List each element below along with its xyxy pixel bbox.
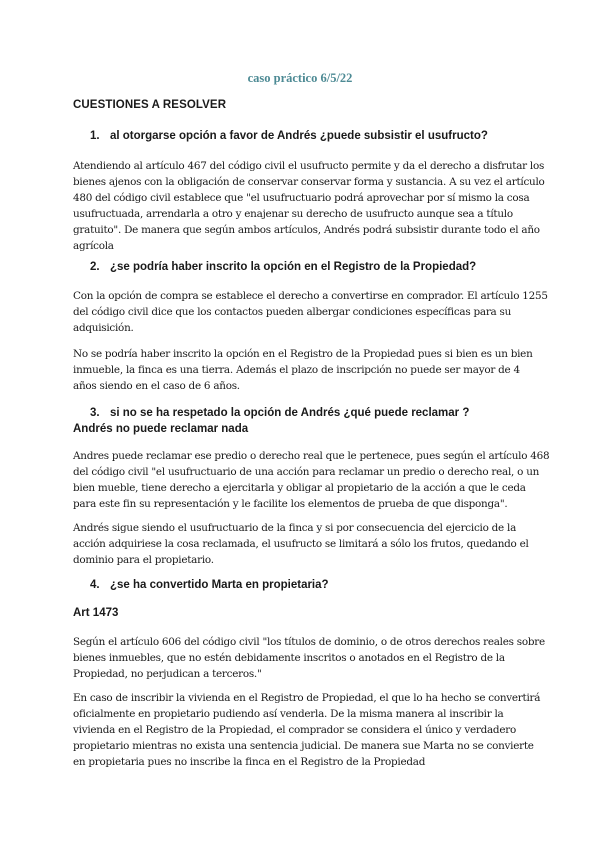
text-line: En caso de inscribir la vivienda en el Registro de Propiedad, el que lo ha hecho se convertirá [73,692,541,704]
article-reference: Art 1473 [73,607,119,619]
question-number: 2. [90,261,100,273]
text-line: años siendo en el caso de 6 años. [73,380,240,392]
paragraph-5 [73,520,529,568]
text-line: bienes ajenos con la obligación de conservar conservar forma y sustancia. A su vez el artículo [73,176,545,188]
paragraph-3 [73,346,533,394]
text-line: No se podría haber inscrito la opción en el Registro de la Propiedad pues si bien es un bien [73,348,533,360]
document-title: caso práctico 6/5/22 [247,71,353,85]
text-line: propietario mientras no exista una sentencia judicial. De manera sue Marta no se convierte [73,740,534,752]
text-line: vivienda en el Registro de la Propiedad, el comprador se considera el único y verdadero [73,724,516,736]
question-number: 4. [90,579,100,591]
question-text: ¿se ha convertido Marta en propietaria? [110,579,329,591]
question-text: al otorgarse opción a favor de Andrés ¿puede subsistir el usufructo? [110,130,488,142]
text-line: usufructuada, arrendarla a otro y enajenar su derecho de usufructo aunque sea a título [73,208,513,220]
text-line: Andres puede reclamar ese predio o derecho real que le pertenece, pues según el artículo 468 [73,450,550,462]
text-line: Propiedad, no perjudican a terceros." [73,668,262,680]
question-2 [90,259,476,275]
text-line: del código civil "el usufructuario de una acción para reclamar un predio o derecho real, o un [73,466,540,478]
paragraph-7 [73,690,541,770]
paragraph-4 [73,448,550,512]
question-text: ¿se podría haber inscrito la opción en el Registro de la Propiedad? [110,261,477,273]
text-line: Atendiendo al artículo 467 del código civil el usufructo permite y da el derecho a disfrutar los [73,160,545,172]
text-line: oficialmente en propietario pudiendo así venderla. De la misma manera al inscribir la [73,708,504,720]
paragraph-1 [73,158,545,254]
section-heading: CUESTIONES A RESOLVER [73,99,227,111]
text-line: del código civil dice que los contactos pueden albergar condiciones específicas para su [73,306,512,318]
text-line: dominio para el propietario. [73,554,214,566]
paragraph-2 [73,288,548,336]
text-line: para este fin su representación y le facilite los elementos de prueba de que disponga". [73,498,508,510]
question-subtitle: Andrés no puede reclamar nada [73,423,249,435]
text-line: adquisición. [73,322,134,334]
paragraph-6 [73,634,545,682]
text-line: agrícola [73,240,114,252]
text-line: acción adquiriese la cosa reclamada, el usufructo se limitará a sólo los frutos, quedando el [73,538,529,550]
question-number: 3. [90,407,100,419]
text-line: inmueble, la finca es una tierra. Además el plazo de inscripción no puede ser mayor de 4 [73,364,520,376]
text-line: Con la opción de compra se establece el derecho a convertirse en comprador. El artículo 1255 [73,290,548,302]
text-line: 480 del código civil establece que "el usufructuario podrá aprovechar por sí mismo la cosa [73,192,530,204]
text-line: gratuito". De manera que según ambos artículos, Andrés podrá subsistir durante todo el año [73,224,540,236]
text-line: Según el artículo 606 del código civil "los títulos de dominio, o de otros derechos reales sobre [73,636,545,648]
text-line: Andrés sigue siendo el usufructuario de la finca y si por consecuencia del ejercicio de la [73,522,517,534]
question-1 [90,128,488,144]
question-4 [90,577,329,593]
question-text: si no se ha respetado la opción de Andrés ¿qué puede reclamar ? [110,407,470,419]
text-line: bienes inmuebles, que no estén debidamente inscritos o anotados en el Registro de la [73,652,505,664]
question-number: 1. [90,130,100,142]
text-line: en propietaria pues no inscribe la finca en el Registro de la Propiedad [73,756,426,768]
question-3 [73,405,470,437]
text-line: bien mueble, tiene derecho a ejercitarla y obligar al propietario de la acción a que le ceda [73,482,526,494]
